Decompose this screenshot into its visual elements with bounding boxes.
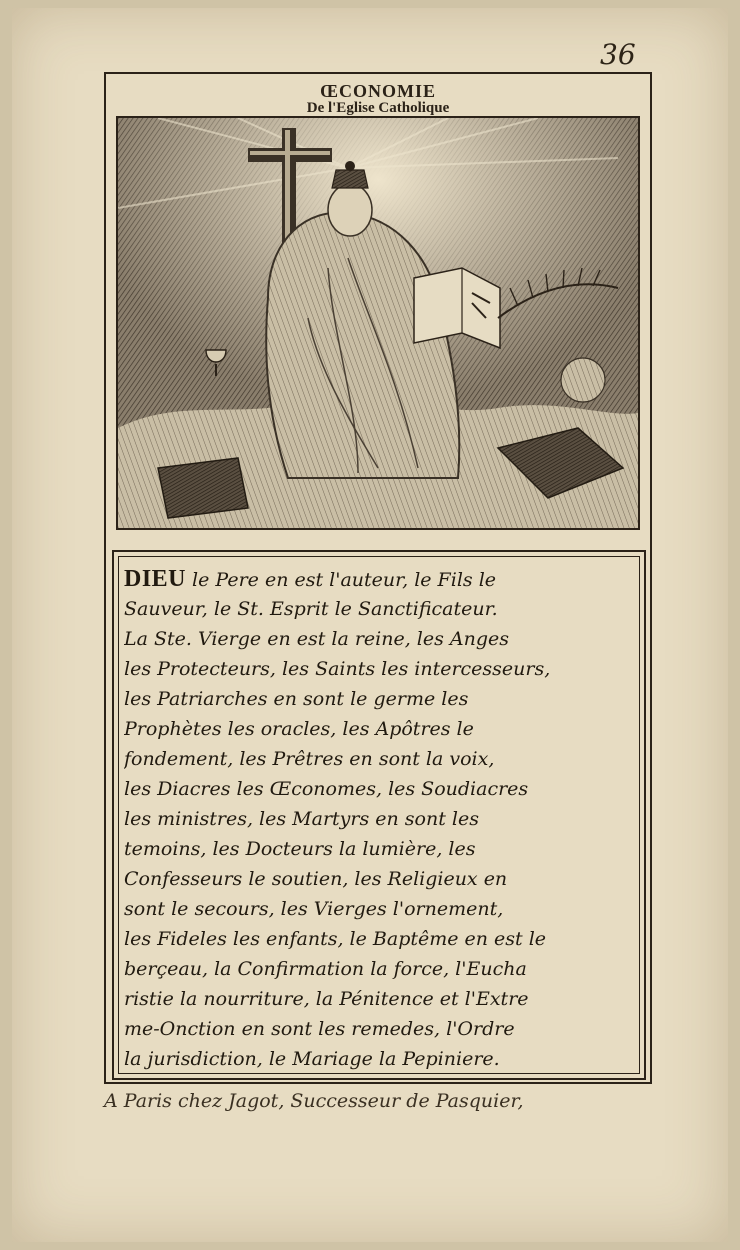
page-number: 36 <box>600 38 636 71</box>
engraving-illustration <box>116 116 640 530</box>
text-line: Confesseurs le soutien, les Religieux en <box>124 868 508 890</box>
text-line: fondement, les Prêtres en sont la voix, <box>124 748 495 770</box>
title-box <box>110 78 646 118</box>
text-line <box>124 564 636 594</box>
tiara-icon <box>332 170 368 188</box>
text-line: temoins, les Docteurs la lumière, les <box>124 838 476 860</box>
text-line: la jurisdiction, le Mariage la Pepiniere. <box>124 1048 500 1070</box>
text-line: sont le secours, les Vierges l'ornement, <box>124 898 504 920</box>
text-line: les Patriarches en sont le germe les <box>124 688 469 710</box>
title-sub: De l'Eglise Catholique <box>306 100 450 116</box>
drop-word: DIEU <box>124 566 187 592</box>
text-line: ristie la nourriture, la Pénitence et l'Extre <box>124 988 529 1010</box>
text-line: La Ste. Vierge en est la reine, les Anges <box>124 628 510 650</box>
text-line: Sauveur, le St. Esprit le Sanctificateur. <box>124 598 498 620</box>
text-line: les Protecteurs, les Saints les intercesseurs, <box>124 658 551 680</box>
text-line: les ministres, les Martyrs en sont les <box>124 808 479 830</box>
imprint-line: A Paris chez Jagot, Successeur de Pasquier, <box>104 1090 524 1112</box>
text-line: me-Onction en sont les remedes, l'Ordre <box>124 1018 515 1040</box>
body-text <box>124 564 636 1074</box>
text-line: les Fideles les enfants, le Baptême en est le <box>124 928 547 950</box>
text-line-content: le Pere en est l'auteur, le Fils le <box>186 569 497 591</box>
title-main: ŒCONOMIE <box>320 81 436 101</box>
text-line: berçeau, la Confirmation la force, l'Eucha <box>124 958 527 980</box>
text-line: les Diacres les Œconomes, les Soudiacres <box>124 778 529 800</box>
engraving-svg <box>118 118 638 528</box>
text-line: Prophètes les oracles, les Apôtres le <box>124 718 474 740</box>
